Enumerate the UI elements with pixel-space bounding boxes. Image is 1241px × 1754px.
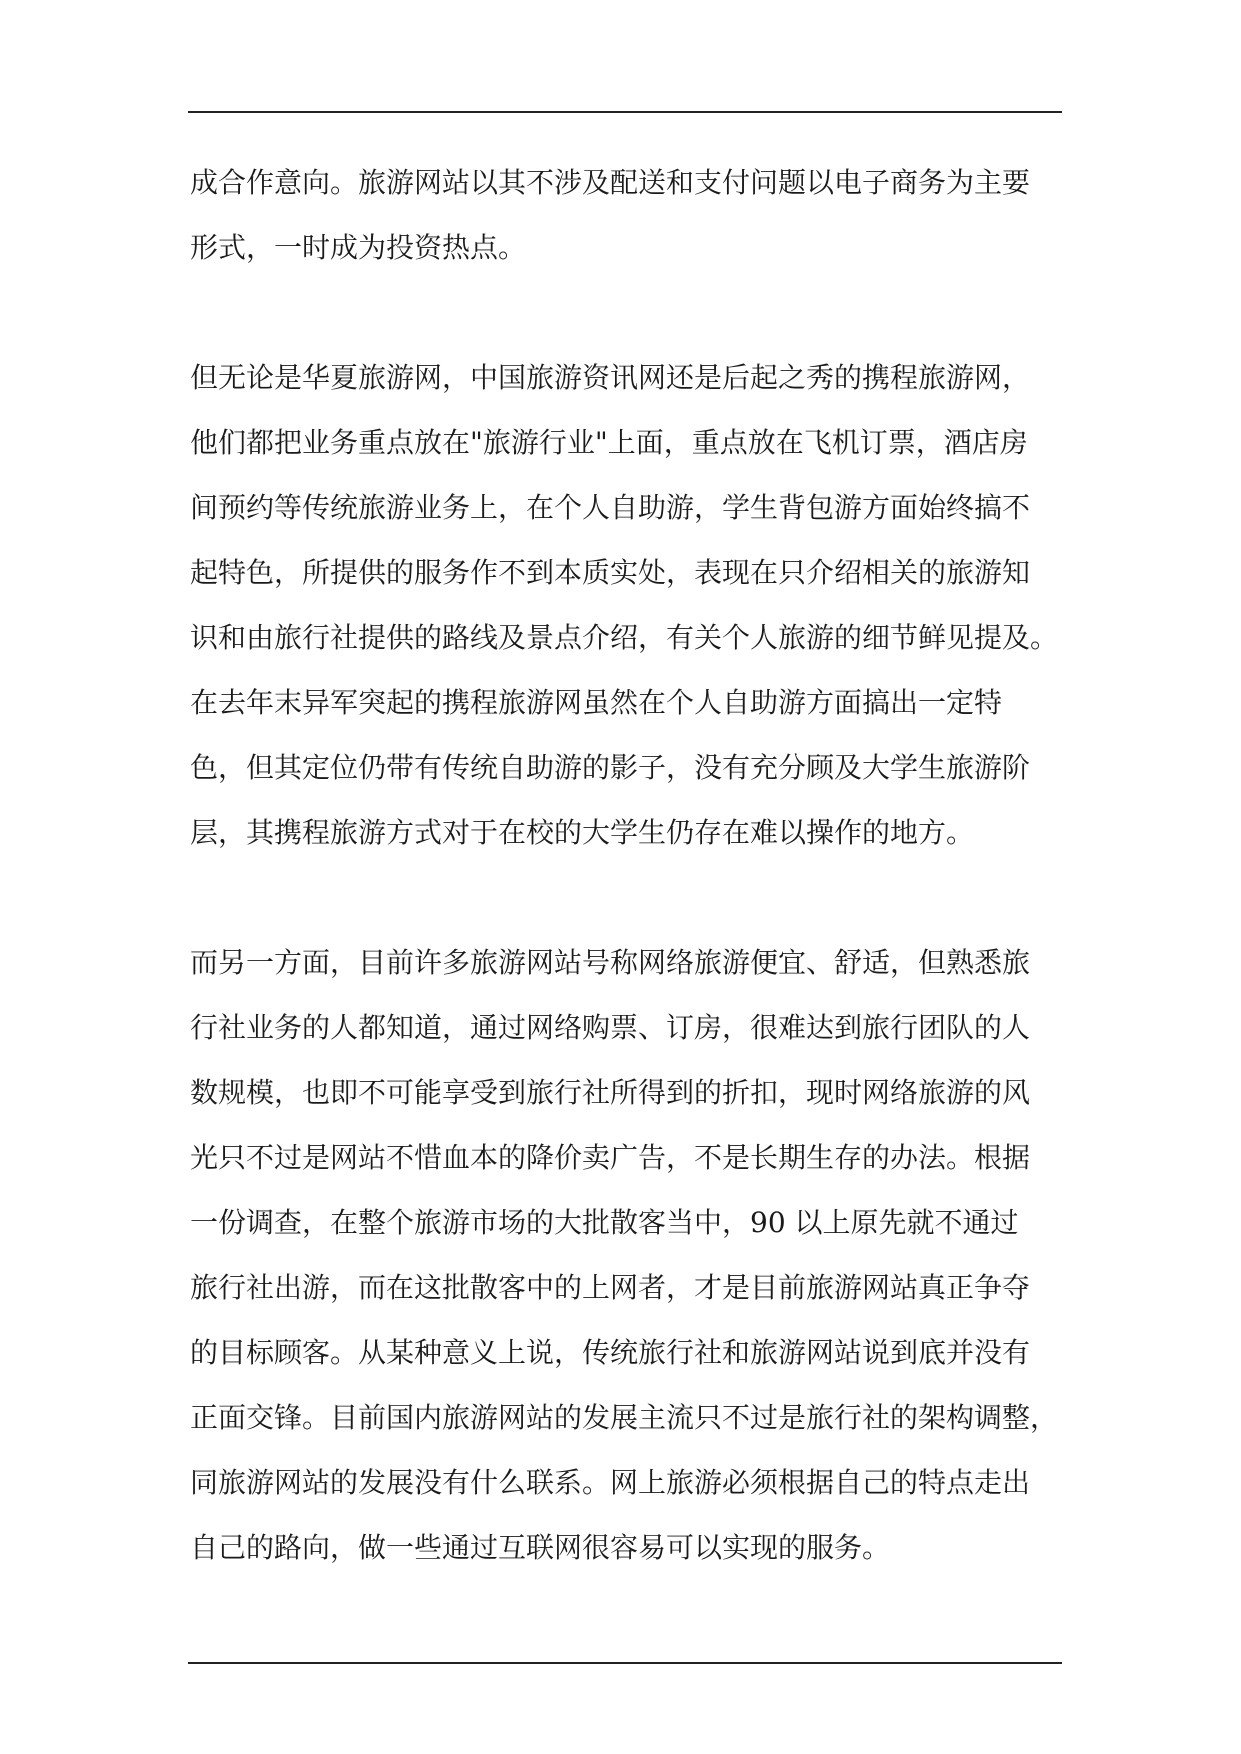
text-line: 层，其携程旅游方式对于在校的大学生仍存在难以操作的地方。 <box>190 816 975 849</box>
text-line: 正面交锋。目前国内旅游网站的发展主流只不过是旅行社的架构调整， <box>190 1401 1059 1434</box>
text-line: 同旅游网站的发展没有什么联系。网上旅游必须根据自己的特点走出 <box>190 1466 1031 1499</box>
text-line: 色，但其定位仍带有传统自助游的影子，没有充分顾及大学生旅游阶 <box>190 751 1031 784</box>
text-line: 形式，一时成为投资热点。 <box>190 231 527 264</box>
text-line: 识和由旅行社提供的路线及景点介绍，有关个人旅游的细节鲜见提及。 <box>190 621 1059 654</box>
text-line: 间预约等传统旅游业务上，在个人自助游，学生背包游方面始终搞不 <box>190 491 1031 524</box>
text-line: 他们都把业务重点放在"旅游行业"上面，重点放在飞机订票，酒店房 <box>190 426 1028 459</box>
paragraph-1 <box>190 150 1062 280</box>
text-line: 起特色，所提供的服务作不到本质实处，表现在只介绍相关的旅游知 <box>190 556 1031 589</box>
footer-rule <box>188 1662 1062 1664</box>
text-line: 旅行社出游，而在这批散客中的上网者，才是目前旅游网站真正争夺 <box>190 1271 1031 1304</box>
text-line: 但无论是华夏旅游网，中国旅游资讯网还是后起之秀的携程旅游网， <box>190 361 1031 394</box>
text-line: 成合作意向。旅游网站以其不涉及配送和支付问题以电子商务为主要 <box>190 166 1031 199</box>
document-body <box>190 150 1062 1580</box>
text-line: 的目标顾客。从某种意义上说，传统旅行社和旅游网站说到底并没有 <box>190 1336 1031 1369</box>
text-line: 而另一方面，目前许多旅游网站号称网络旅游便宜、舒适，但熟悉旅 <box>190 946 1031 979</box>
paragraph-3 <box>190 930 1062 1580</box>
header-rule <box>188 111 1062 113</box>
text-line: 一份调查，在整个旅游市场的大批散客当中，90 以上原先就不通过 <box>190 1206 1019 1239</box>
text-line: 自己的路向，做一些通过互联网很容易可以实现的服务。 <box>190 1531 891 1564</box>
paragraph-2 <box>190 345 1062 865</box>
text-line: 行社业务的人都知道，通过网络购票、订房，很难达到旅行团队的人 <box>190 1011 1031 1044</box>
text-line: 数规模，也即不可能享受到旅行社所得到的折扣，现时网络旅游的风 <box>190 1076 1031 1109</box>
text-line: 在去年末异军突起的携程旅游网虽然在个人自助游方面搞出一定特 <box>190 686 1003 719</box>
text-line: 光只不过是网站不惜血本的降价卖广告，不是长期生存的办法。根据 <box>190 1141 1031 1174</box>
